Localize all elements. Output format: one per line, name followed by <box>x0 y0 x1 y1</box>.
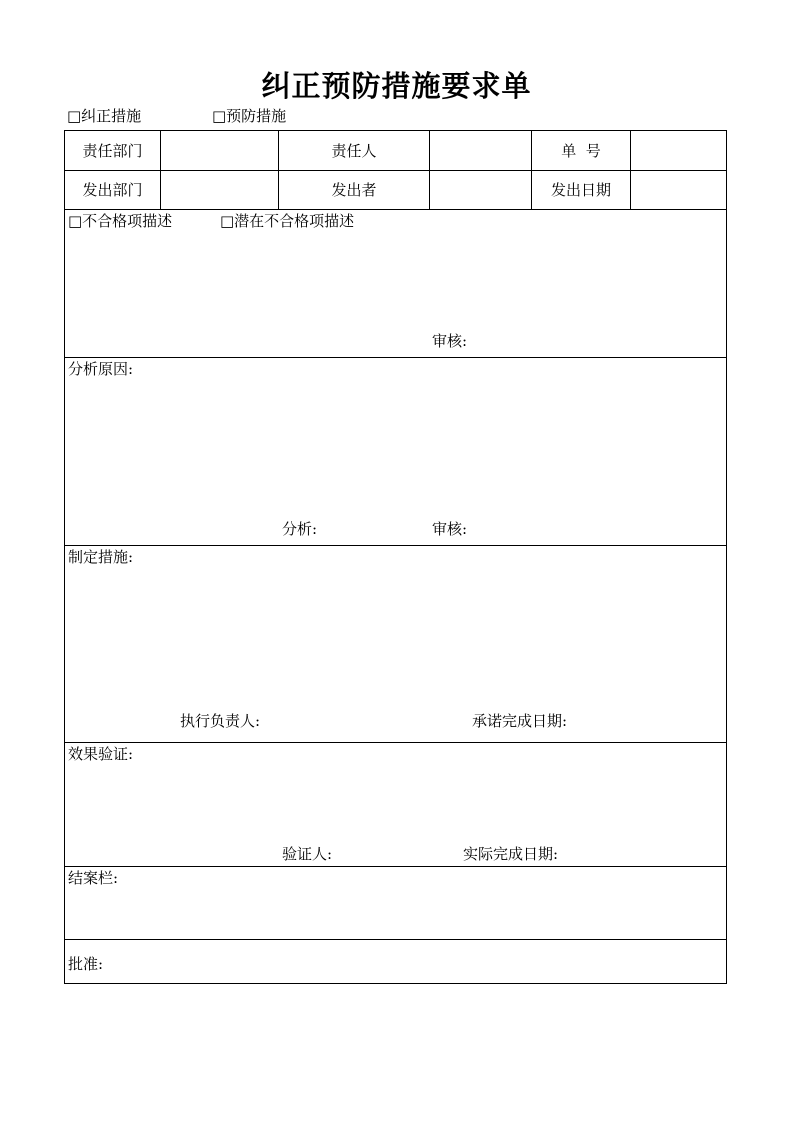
analysis-cause-label: 分析原因: <box>68 360 134 378</box>
row-divider <box>65 357 726 358</box>
measures-label: 制定措施: <box>68 548 134 566</box>
request-form <box>64 130 727 984</box>
preventive-checkbox[interactable]: □预防措施 <box>212 107 287 125</box>
verification-label: 效果验证: <box>68 745 134 763</box>
responsible-person-field[interactable] <box>430 131 531 170</box>
analysis-review-label: 审核: <box>432 520 468 538</box>
label-responsible-dept: 责任部门 <box>82 142 143 160</box>
potential-nonconformity-checkbox[interactable]: □潜在不合格项描述 <box>220 212 355 230</box>
executor-label: 执行负责人: <box>180 712 261 730</box>
label-form-no: 单 号 <box>561 142 601 160</box>
issue-date-field[interactable] <box>631 171 726 209</box>
promised-date-label: 承诺完成日期: <box>472 712 568 730</box>
label-issuing-dept: 发出部门 <box>82 181 143 199</box>
verifier-label: 验证人: <box>282 845 333 863</box>
label-responsible-person: 责任人 <box>331 142 377 160</box>
issuer-field[interactable] <box>430 171 531 209</box>
label-issue-date: 发出日期 <box>550 181 611 199</box>
row-divider <box>65 939 726 940</box>
corrective-checkbox[interactable]: □纠正措施 <box>67 107 142 125</box>
actual-date-label: 实际完成日期: <box>463 845 559 863</box>
responsible-dept-field[interactable] <box>161 131 278 170</box>
label-issuer: 发出者 <box>331 181 377 199</box>
form-no-field[interactable] <box>631 131 726 170</box>
issuing-dept-field[interactable] <box>161 171 278 209</box>
approval-label: 批准: <box>68 955 104 973</box>
analyst-label: 分析: <box>282 520 318 538</box>
row-divider <box>65 209 726 210</box>
row-divider <box>65 866 726 867</box>
description-review-label: 审核: <box>432 332 468 350</box>
nonconformity-checkbox[interactable]: □不合格项描述 <box>68 212 173 230</box>
closure-label: 结案栏: <box>68 869 119 887</box>
row-divider <box>65 742 726 743</box>
page-title: 纠正预防措施要求单 <box>261 69 532 103</box>
row-divider <box>65 545 726 546</box>
